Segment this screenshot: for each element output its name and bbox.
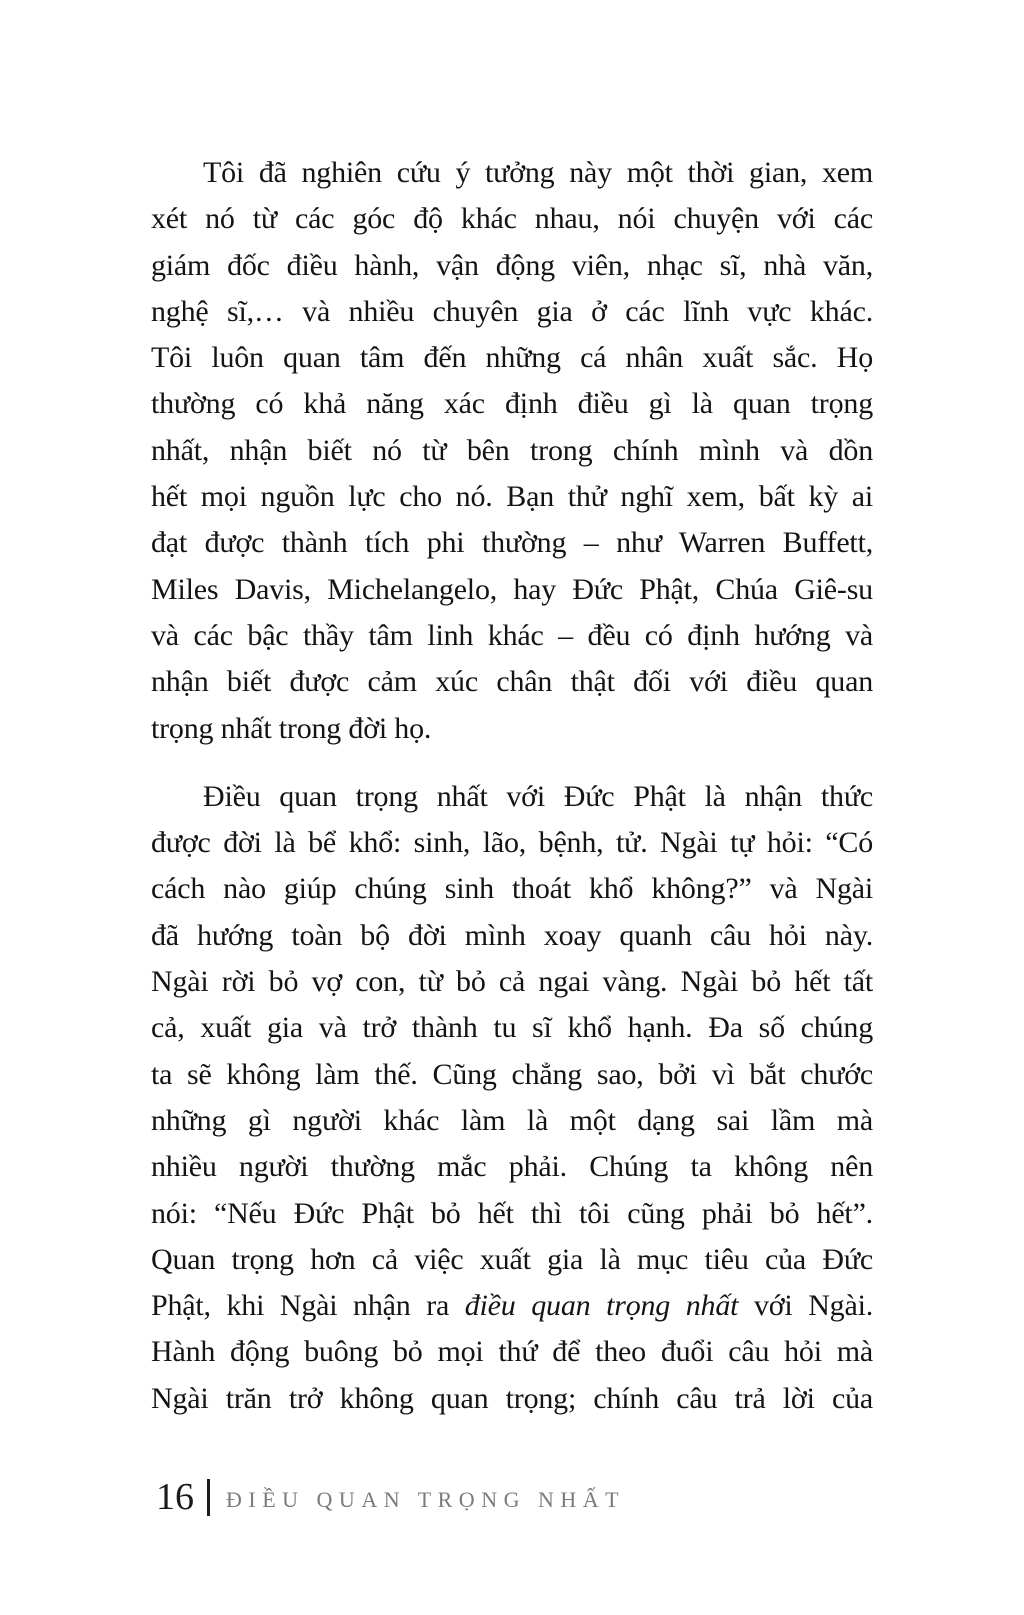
text-line: Phật, khi Ngài nhận ra điều quan trọng nhất với Ngài. [151,1289,873,1323]
text-line: Ngài trăn trở không quan trọng; chính câu trả lời của [151,1381,873,1415]
text-line: được đời là bể khổ: sinh, lão, bệnh, tử. Ngài tự hỏi: “Có [151,826,873,860]
paragraph [151,150,873,752]
text-line: trọng nhất trong đời họ. [151,711,432,745]
text-line: cả, xuất gia và trở thành tu sĩ khổ hạnh. Đa số chúng [151,1011,873,1045]
text-line: những gì người khác làm là một dạng sai lầm mà [151,1103,873,1137]
text-line: cách nào giúp chúng sinh thoát khổ không?” và Ngài [151,872,873,906]
text-line: nhận biết được cảm xúc chân thật đối với điều quan [151,665,873,699]
text-line: Tôi luôn quan tâm đến những cá nhân xuất sắc. Họ [151,341,873,375]
page-number: 16 [156,1476,194,1518]
running-title: ĐIỀU QUAN TRỌNG NHẤT [226,1487,626,1512]
page-footer [156,1478,625,1516]
text-line: giám đốc điều hành, vận động viên, nhạc sĩ, nhà văn, [151,248,873,282]
text-line: và các bậc thầy tâm linh khác – đều có định hướng và [151,618,873,652]
text-line: xét nó từ các góc độ khác nhau, nói chuyện với các [151,202,873,236]
text-line: Miles Davis, Michelangelo, hay Đức Phật, Chúa Giê-su [151,572,873,606]
page-body-text [151,150,873,1422]
text-line: nghệ sĩ,… và nhiều chuyên gia ở các lĩnh vực khác. [151,294,873,328]
text-line: hết mọi nguồn lực cho nó. Bạn thử nghĩ xem, bất kỳ ai [151,480,873,514]
text-line: nhiều người thường mắc phải. Chúng ta không nên [151,1150,873,1184]
text-line: Điều quan trọng nhất với Đức Phật là nhận thức [203,779,873,813]
text-line: Ngài rời bỏ vợ con, từ bỏ cả ngai vàng. Ngài bỏ hết tất [151,965,873,999]
footer-divider [207,1479,210,1516]
text-line: thường có khả năng xác định điều gì là quan trọng [151,387,873,421]
paragraph [151,774,873,1422]
text-line: ta sẽ không làm thế. Cũng chẳng sao, bởi vì bắt chước [151,1057,873,1091]
text-line: nhất, nhận biết nó từ bên trong chính mình và dồn [151,433,873,467]
text-line: Quan trọng hơn cả việc xuất gia là mục tiêu của Đức [151,1242,873,1276]
text-line: Hành động buông bỏ mọi thứ để theo đuổi câu hỏi mà [151,1335,873,1369]
text-line: nói: “Nếu Đức Phật bỏ hết thì tôi cũng phải bỏ hết”. [151,1196,873,1230]
text-line: đã hướng toàn bộ đời mình xoay quanh câu hỏi này. [151,918,873,952]
text-line: đạt được thành tích phi thường – như Warren Buffett, [151,526,873,560]
text-line: Tôi đã nghiên cứu ý tưởng này một thời gian, xem [203,156,873,189]
